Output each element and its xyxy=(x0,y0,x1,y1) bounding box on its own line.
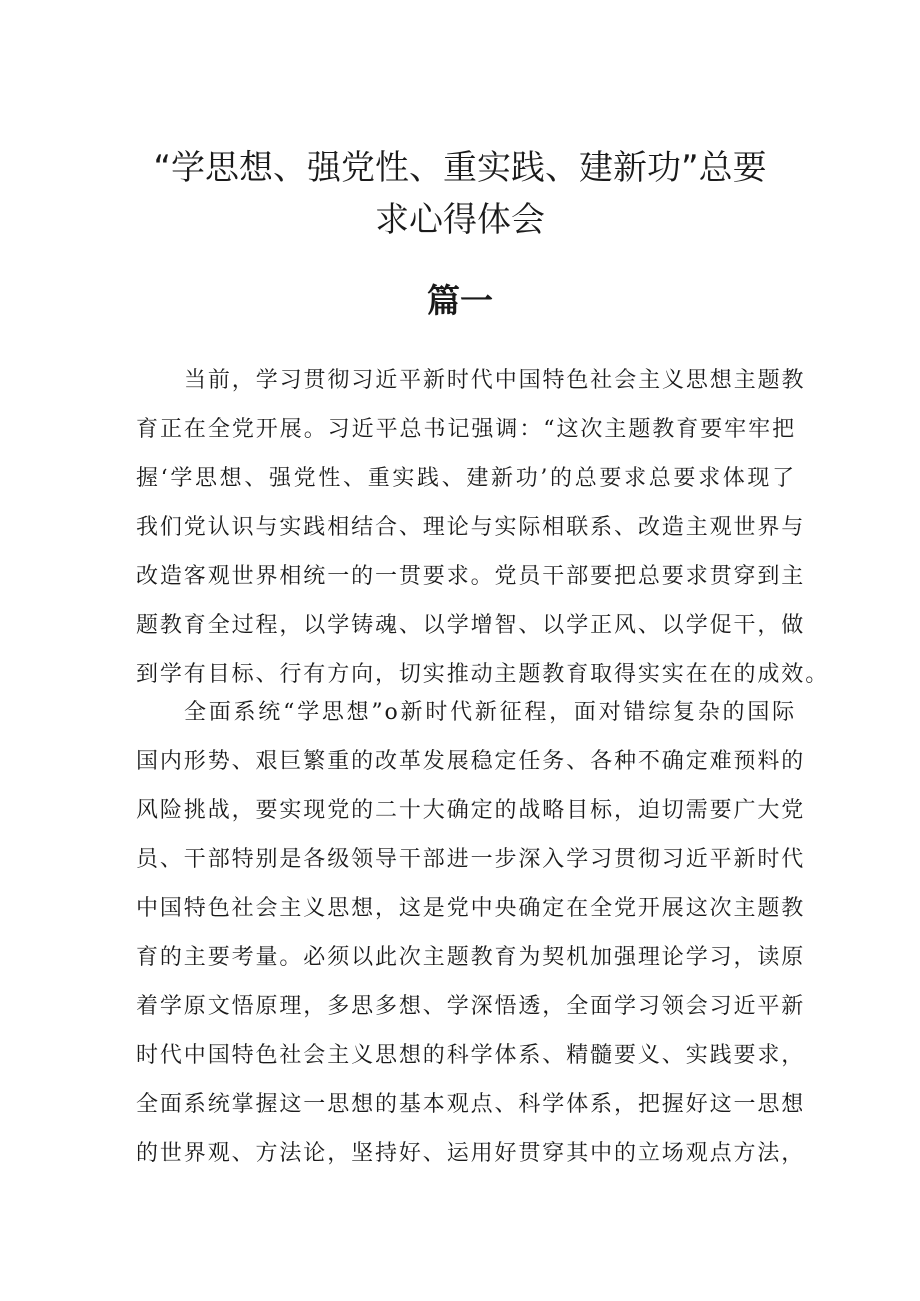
paragraph-line: 中国特色社会主义思想，这是党中央确定在全党开展这次主题教 xyxy=(136,896,806,921)
paragraph-line: 的世界观、方法论，坚持好、运用好贯穿其中的立场观点方法， xyxy=(136,1141,806,1166)
paragraph-line: 到学有目标、行有方向，切实推动主题教育取得实实在在的成效。 xyxy=(136,662,830,687)
paragraph-1 xyxy=(136,356,830,699)
paragraph-line: 国内形势、艰巨繁重的改革发展稳定任务、各种不确定难预料的 xyxy=(136,749,806,774)
paragraph-line: 全面系统“学思想”o新时代新征程，面对错综复杂的国际 xyxy=(184,700,796,725)
paragraph-line: 握‘学思想、强党性、重实践、建新功’的总要求总要求体现了 xyxy=(136,466,796,491)
paragraph-line: 改造客观世界相统一的一贯要求。党员干部要把总要求贯穿到主 xyxy=(136,564,806,589)
section-heading: 篇一 xyxy=(427,281,493,320)
paragraph-2 xyxy=(136,688,806,1178)
paragraph-line: 员、干部特别是各级领导干部进一步深入学习贯彻习近平新时代 xyxy=(136,847,806,872)
title-line: 求心得体会 xyxy=(375,200,545,240)
paragraph-line: 育的主要考量。必须以此次主题教育为契机加强理论学习，读原 xyxy=(136,945,806,970)
title-line: “学思想、强党性、重实践、建新功”总要 xyxy=(153,148,767,188)
paragraph-line: 我们党认识与实践相结合、理论与实际相联系、改造主观世界与 xyxy=(136,515,806,540)
paragraph-line: 当前，学习贯彻习近平新时代中国特色社会主义思想主题教 xyxy=(184,368,806,393)
document-title xyxy=(120,142,800,246)
paragraph-line: 全面系统掌握这一思想的基本观点、科学体系，把握好这一思想 xyxy=(136,1092,806,1117)
paragraph-line: 时代中国特色社会主义思想的科学体系、精髓要义、实践要求， xyxy=(136,1043,806,1068)
paragraph-line: 题教育全过程，以学铸魂、以学增智、以学正风、以学促干，做 xyxy=(136,613,806,638)
paragraph-line: 着学原文悟原理，多思多想、学深悟透，全面学习领会习近平新 xyxy=(136,994,806,1019)
paragraph-line: 育正在全党开展。习近平总书记强调：“这次主题教育要牢牢把 xyxy=(136,417,796,442)
paragraph-line: 风险挑战，要实现党的二十大确定的战略目标，迫切需要广大党 xyxy=(136,798,806,823)
